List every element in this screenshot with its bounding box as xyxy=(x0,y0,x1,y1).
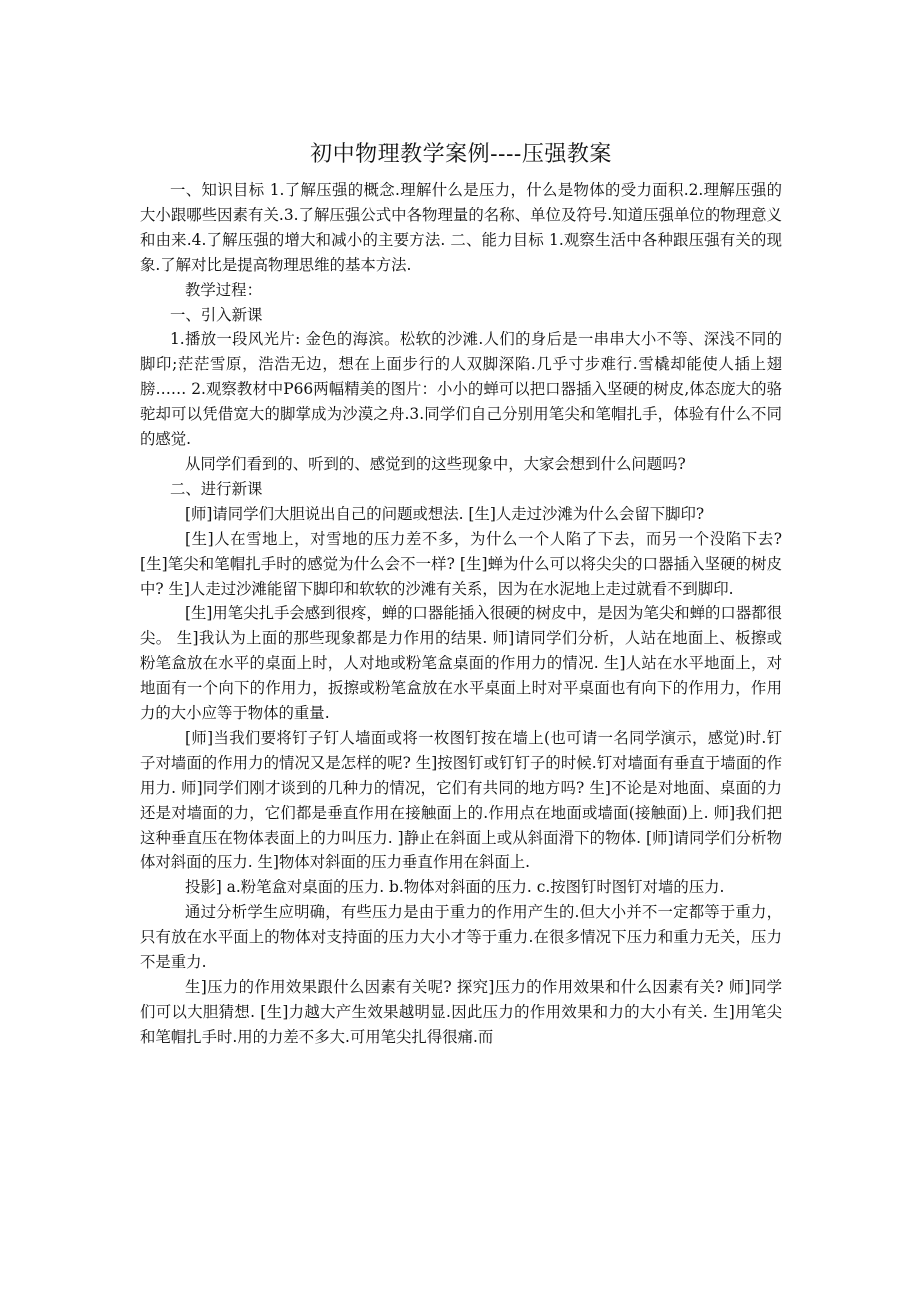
paragraph-section-intro-heading: 一、引入新课 xyxy=(170,305,263,324)
paragraph-process-heading: 教学过程： xyxy=(185,280,262,299)
paragraph-question: 从同学们看到的、听到的、感觉到的这些现象中，大家会想到什么问题吗? xyxy=(185,454,686,473)
paragraph-dialogue-3: [生]用笔尖扎手会感到很疼，蝉的口器能插入很硬的树皮中，是因为笔尖和蝉的口器都很尖。 生]我认为上面的那些现象都是力作用的结果. 师]请同学们分析，人站在地面上、板擦或粉笔盒放在水平的桌面上时，人对地或粉笔盒桌面的作用力的情况. 生]人站在水平地面上，对地面有一个向下的作用力，扳擦或粉笔盒放在水平桌面上时对平桌面也有向下的作用力，作用力的大小应等于物体的重量. xyxy=(140,604,782,723)
paragraph-explore: 生]压力的作用效果跟什么因素有关呢? 探究]压力的作用效果和什么因素有关? 师]同学们可以大胆猜想. [生]力越大产生效果越明显.因此压力的作用效果和力的大小有关. 生]用笔尖和笔帽扎手时.用的力差不多大.可用笔尖扎得很痛.而 xyxy=(140,978,782,1046)
paragraph-projection: 投影] a.粉笔盒对桌面的压力. b.物体对斜面的压力. c.按图钉时图钉对墙的压力. xyxy=(185,878,725,897)
document-page xyxy=(140,140,782,1050)
paragraph-analysis: 通过分析学生应明确，有些压力是由于重力的作用产生的.但大小并不一定都等于重力，只有放在水平面上的物体对支持面的压力大小才等于重力.在很多情况下压力和重力无关，压力不是重力. xyxy=(140,903,782,972)
document-title: 初中物理教学案例----压强教案 xyxy=(310,142,612,167)
paragraph-dialogue-4: [师]当我们要将钉子钉人墙面或将一枚图钉按在墙上(也可请一名同学演示，感觉)时.钉子对墙面的作用力的情况又是怎样的呢? 生]按图钉或钉钉子的时候.钉对墙面有垂直于墙面的作用力. 师]同学们刚才谈到的几种力的情况，它们有共同的地方吗? 生]不论是对地面、桌面的力还是对墙面的力，它们都是垂直作用在接触面上的.作用点在地面或墙面(接触面)上. 师]我们把这种垂直压在物体表面上的力叫压力. ]静止在斜面上或从斜面滑下的物体. [师]请同学们分析物体对斜面的压力. 生]物体对斜面的压力垂直作用在斜面上. xyxy=(140,728,782,872)
paragraph-intro: 1.播放一段风光片: 金色的海滨。松软的沙滩.人们的身后是一串串大小不等、深浅不同的脚印;茫茫雪原，浩浩无边，想在上面步行的人双脚深陷.几乎寸步难行.雪橇却能使人插上翅膀…… 2.观察教材中P66两幅精美的图片：小小的蝉可以把口器插入坚硬的树皮,体态庞大的骆驼却可以凭借宽大的脚掌成为沙漠之舟.3.同学们自己分别用笔尖和笔帽扎手，体验有什么不同的感觉. xyxy=(140,330,782,449)
paragraph-dialogue-1: [师]请同学们大胆说出自己的问题或想法. [生]人走过沙滩为什么会留下脚印? xyxy=(185,504,705,523)
paragraph-dialogue-2: [生]人在雪地上，对雪地的压力差不多，为什么一个人陷了下去，而另一个没陷下去? [生]笔尖和笔帽扎手时的感觉为什么会不一样? [生]蝉为什么可以将尖尖的口器插入坚硬的树皮中? 生]人走过沙滩能留下脚印和软软的沙滩有关系，因为在水泥地上走过就看不到脚印. xyxy=(140,529,782,598)
paragraph-objectives: 一、知识目标 1.了解压强的概念.理解什么是压力，什么是物体的受力面积.2.理解压强的大小跟哪些因素有关.3.了解压强公式中各物理量的名称、单位及符号.知道压强单位的物理意义和由来.4.了解压强的增大和减小的主要方法. 二、能力目标 1.观察生活中各种跟压强有关的现象.了解对比是提高物理思维的基本方法. xyxy=(140,181,782,274)
paragraph-section-new-heading: 二、进行新课 xyxy=(170,479,263,498)
